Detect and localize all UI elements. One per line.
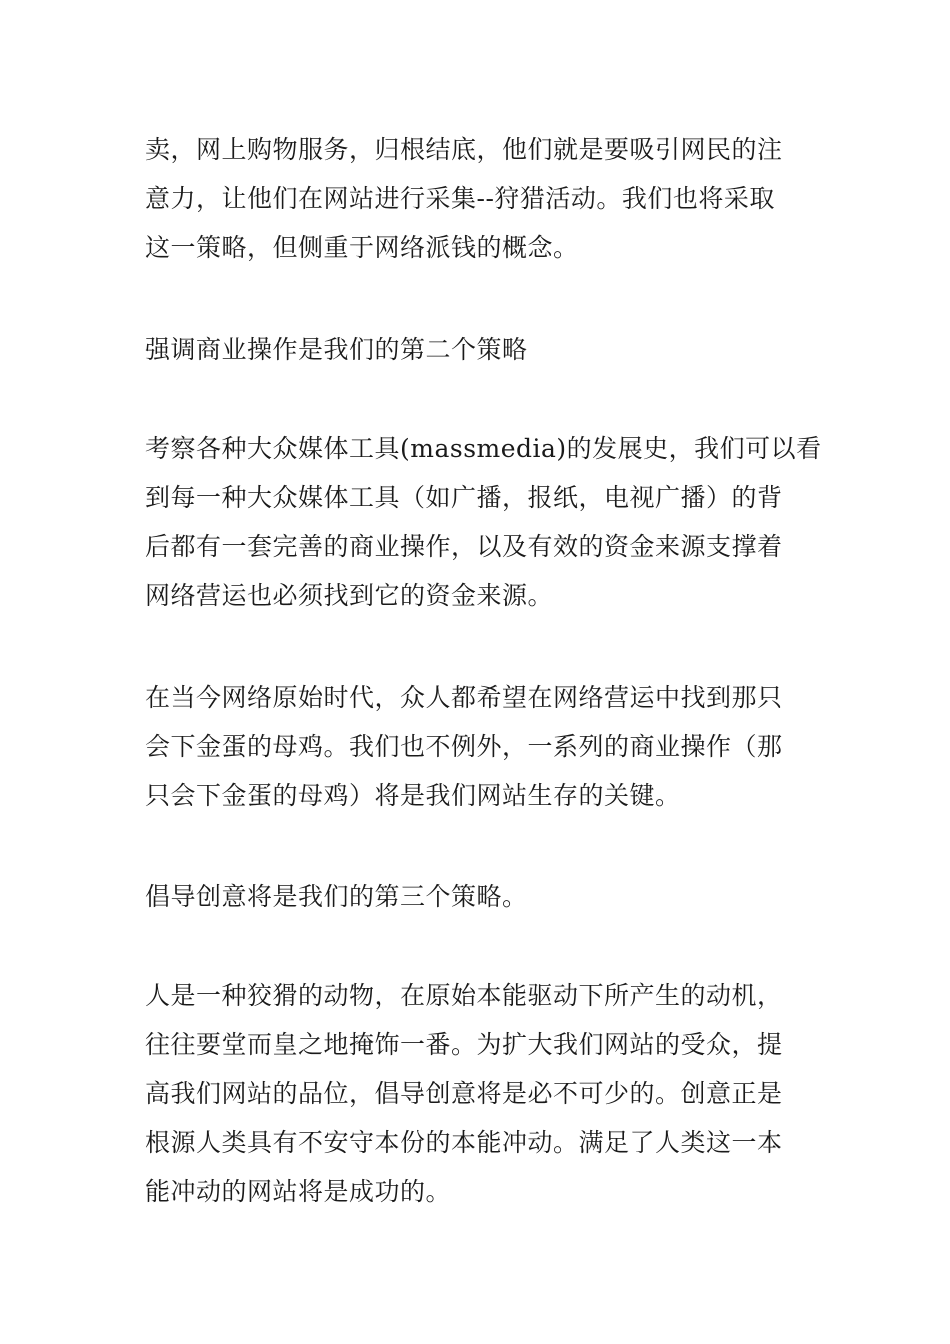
paragraph-line: 意力，让他们在网站进行采集--狩猎活动。我们也将采取	[145, 184, 775, 213]
paragraph-line: 后都有一套完善的商业操作，以及有效的资金来源支撑着	[145, 532, 783, 561]
paragraph-3	[145, 673, 810, 820]
paragraph-line: 这一策略，但侧重于网络派钱的概念。	[145, 233, 579, 262]
paragraph-line: 到每一种大众媒体工具（如广播，报纸，电视广播）的背	[145, 483, 783, 512]
paragraph-line: 往往要堂而皇之地掩饰一番。为扩大我们网站的受众，提	[145, 1030, 783, 1059]
paragraph-4	[145, 971, 810, 1216]
paragraph-line: 卖，网上购物服务，归根结底，他们就是要吸引网民的注	[145, 135, 783, 164]
paragraph-line: 只会下金蛋的母鸡）将是我们网站生存的关键。	[145, 781, 681, 810]
section-heading-strategy-2	[145, 325, 810, 374]
heading-line: 倡导创意将是我们的第三个策略。	[145, 882, 528, 911]
paragraph-1	[145, 125, 810, 272]
paragraph-line: 考察各种大众媒体工具(massmedia)的发展史，我们可以看	[145, 434, 822, 463]
paragraph-line: 根源人类具有不安守本份的本能冲动。满足了人类这一本	[145, 1128, 783, 1157]
heading-line: 强调商业操作是我们的第二个策略	[145, 335, 528, 364]
paragraph-line: 能冲动的网站将是成功的。	[145, 1177, 452, 1206]
paragraph-line: 网络营运也必须找到它的资金来源。	[145, 581, 554, 610]
paragraph-line: 人是一种狡猾的动物，在原始本能驱动下所产生的动机，	[145, 981, 783, 1010]
section-heading-strategy-3	[145, 872, 810, 921]
paragraph-2	[145, 424, 822, 620]
paragraph-line: 在当今网络原始时代，众人都希望在网络营运中找到那只	[145, 683, 783, 712]
paragraph-line: 高我们网站的品位，倡导创意将是必不可少的。创意正是	[145, 1079, 783, 1108]
paragraph-line: 会下金蛋的母鸡。我们也不例外，一系列的商业操作（那	[145, 732, 783, 761]
